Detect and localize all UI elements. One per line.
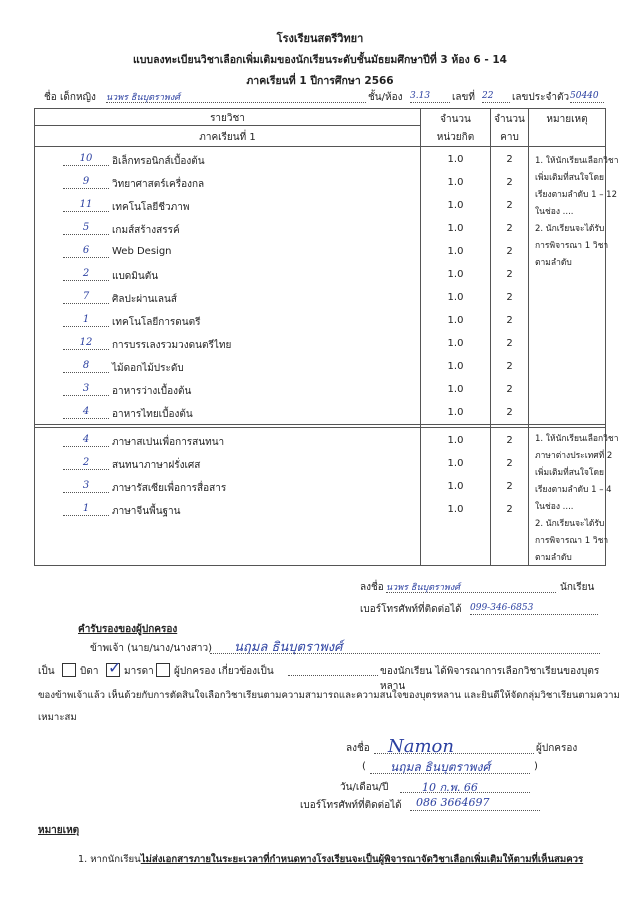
parent-phone-line (300, 796, 600, 812)
parent-name-field[interactable] (210, 636, 600, 654)
course-periods: 2 (506, 384, 513, 395)
table-row (35, 432, 619, 455)
rank-value: 5 (82, 222, 90, 233)
course-name: เทคโนโลยีชีวภาพ (112, 202, 190, 213)
header-credit-line1: จำนวน (440, 114, 471, 125)
guardian-checkbox[interactable] (156, 663, 170, 677)
group2-remarks (535, 431, 619, 567)
course-periods: 2 (506, 361, 513, 372)
course-name: อาหารว่างเบื้องต้น (112, 386, 192, 397)
course-name: อิเล็กทรอนิกส์เบื้องต้น (112, 156, 205, 167)
parent-intro: ข้าพเจ้า (นาย/นาง/นางสาว) (90, 643, 212, 654)
student-sign-label: ลงชื่อ (360, 582, 384, 593)
table-row (35, 404, 605, 427)
course-name: ภาษาสเปนเพื่อการสนทนา (112, 437, 225, 448)
student-sign-value: นวพร ธินบุตราพงศ์ (386, 583, 460, 593)
date-label: วัน/เดือน/ปี (340, 782, 389, 793)
course-periods: 2 (506, 154, 513, 165)
rank-field[interactable] (63, 199, 109, 212)
class-label: ชั้น/ห้อง (368, 92, 403, 103)
rank-field[interactable] (63, 360, 109, 373)
course-name: ศิลปะผ่านเลนส์ (112, 294, 177, 305)
parent-signature: Namon (388, 736, 454, 757)
parent-phone-label: เบอร์โทรศัพท์ที่ติดต่อได้ (300, 800, 402, 811)
course-credit: 1.0 (447, 435, 464, 446)
form-title: แบบลงทะเบียนวิชาเลือกเพิ่มเติมของนักเรียนระดับชั้นมัธยมศึกษาปีที่ 3 ห้อง 6 - 14 (133, 54, 507, 66)
table-row (35, 266, 605, 289)
rank-field[interactable] (63, 434, 109, 447)
rank-value: 3 (82, 480, 90, 491)
class-field[interactable] (410, 90, 450, 103)
course-credit: 1.0 (447, 269, 464, 280)
table-row (35, 220, 605, 243)
rank-field[interactable] (63, 222, 109, 235)
number-label: เลขที่ (452, 92, 475, 103)
course-credit: 1.0 (447, 504, 464, 515)
parent-phone-field[interactable] (410, 796, 540, 811)
course-periods: 2 (506, 246, 513, 257)
remark-line: ตามลำดับ (535, 258, 572, 268)
course-credit: 1.0 (447, 384, 464, 395)
course-name: เทคโนโลยีการดนตรี (112, 317, 201, 328)
course-name: ไม้ดอกไม้ประดับ (112, 363, 184, 374)
parent-printed-name-value: นฤมล ธินบุตราพงศ์ (390, 760, 491, 774)
course-credit: 1.0 (447, 481, 464, 492)
parent-signature-line (346, 736, 616, 756)
course-credit: 1.0 (447, 200, 464, 211)
remark-line: 1. ให้นักเรียนเลือกวิชา (535, 434, 619, 444)
relationship-line (38, 658, 618, 692)
course-credit: 1.0 (447, 338, 464, 349)
rank-field[interactable] (63, 176, 109, 189)
rank-value: 2 (82, 268, 90, 279)
course-name: อาหารไทยเบื้องต้น (112, 409, 193, 420)
course-periods: 2 (506, 315, 513, 326)
rank-field[interactable] (63, 268, 109, 281)
course-periods: 2 (506, 269, 513, 280)
rank-value: 4 (82, 434, 90, 445)
course-periods: 2 (506, 481, 513, 492)
rank-value: 10 (79, 153, 93, 164)
course-credit: 1.0 (447, 177, 464, 188)
course-credit: 1.0 (447, 407, 464, 418)
course-credit: 1.0 (447, 315, 464, 326)
student-id-value: 50440 (570, 91, 599, 101)
consent-paragraph: ของข้าพเจ้าแล้ว เห็นด้วยกับการตัดสินใจเลือกวิชาเรียนตามความสามารถและความสนใจของบุตรหลาน และยินดีให้จัดกลุ่มวิชาเรียนตามความ (38, 690, 620, 701)
remark-line: การพิจารณา 1 วิชา (535, 536, 609, 546)
course-name: แบดมินตัน (112, 271, 159, 282)
notes-title: หมายเหตุ (38, 825, 80, 836)
remark-line: 2. นักเรียนจะได้รับ (535, 519, 605, 529)
remark-line: 2. นักเรียนจะได้รับ (535, 224, 605, 234)
rank-value: 1 (82, 314, 90, 325)
rank-value: 8 (82, 360, 90, 371)
course-name: Web Design (112, 246, 172, 257)
course-credit: 1.0 (447, 246, 464, 257)
header-periods-line1: จำนวน (494, 114, 525, 125)
course-periods: 2 (506, 407, 513, 418)
course-periods: 2 (506, 504, 513, 515)
mother-checkbox[interactable] (106, 658, 122, 677)
header-periods-line2: คาบ (500, 132, 519, 143)
father-label: บิดา (80, 666, 99, 677)
parent-printed-name: ( นฤมล ธินบุตราพงศ์ ) (362, 760, 538, 774)
course-name: ภาษาจีนพื้นฐาน (112, 506, 181, 517)
note-item-1-prefix: 1. หากนักเรียน (78, 854, 141, 865)
rank-value: 11 (79, 199, 93, 210)
header-credit-line2: หน่วยกิต (436, 132, 475, 143)
term-title: ภาคเรียนที่ 1 ปีการศึกษา 2566 (246, 75, 394, 87)
course-periods: 2 (506, 223, 513, 234)
remark-line: การพิจารณา 1 วิชา (535, 241, 609, 251)
course-periods: 2 (506, 458, 513, 469)
of-student-text: ของนักเรียน ได้พิจารณาการเลือกวิชาเรียนของบุตรหลาน (380, 666, 600, 692)
course-credit: 1.0 (447, 361, 464, 372)
rank-value: 1 (82, 503, 90, 514)
table-row (35, 501, 605, 524)
course-periods: 2 (506, 292, 513, 303)
table-row (35, 289, 605, 312)
table-row (35, 197, 605, 220)
course-credit: 1.0 (447, 154, 464, 165)
course-credit: 1.0 (447, 223, 464, 234)
father-checkbox[interactable] (62, 663, 76, 677)
note-item-1-bold: ไม่ส่งเอกสารภายในระยะเวลาที่กำหนดทางโรงเรียนจะเป็นผู้พิจารณาจัดวิชาเลือกเพิ่มเติมให้ตามที่เห็นสมควร (140, 854, 584, 865)
guardian-label: ผู้ปกครอง เกี่ยวข้องเป็น (174, 666, 274, 677)
course-periods: 2 (506, 435, 513, 446)
parent-sign-field[interactable] (374, 736, 534, 757)
parent-section-title: คำรับรองของผู้ปกครอง (78, 624, 178, 635)
number-field[interactable] (482, 90, 510, 103)
rank-field[interactable] (63, 457, 109, 470)
rank-field[interactable] (63, 245, 109, 258)
rank-value: 4 (82, 406, 90, 417)
remark-line: 1. ให้นักเรียนเลือกวิชา (535, 156, 619, 166)
course-credit: 1.0 (447, 458, 464, 469)
table-row (35, 478, 612, 501)
rank-field[interactable] (63, 383, 109, 396)
consent-paragraph-end: เหมาะสม (38, 712, 77, 723)
as-label: เป็น (38, 666, 55, 677)
student-name-value: นวพร ธินบุตราพงศ์ (106, 93, 180, 103)
remark-line: ในช่อง .... (535, 207, 574, 217)
rank-field[interactable] (63, 337, 109, 350)
table-row (35, 312, 605, 335)
student-sign-field[interactable] (386, 580, 556, 593)
table-row (35, 335, 605, 358)
course-name: สนทนาภาษาฝรั่งเศส (112, 460, 201, 471)
remark-line: เพิ่มเติมที่สนใจโดย (535, 173, 604, 183)
parent-sign-label: ลงชื่อ (346, 743, 370, 754)
course-name: เกมส์สร้างสรรค์ (112, 225, 180, 236)
table-row (35, 243, 605, 266)
student-role: นักเรียน (560, 582, 595, 593)
rank-value: 12 (79, 337, 93, 348)
parent-name-value: นฤมล ธินบุตราพงศ์ (234, 640, 343, 655)
course-name: การบรรเลงรวมวงดนตรีไทย (112, 340, 232, 351)
rank-value: 9 (82, 176, 90, 187)
student-id-field[interactable] (570, 90, 604, 103)
rank-value: 2 (82, 457, 90, 468)
student-name-field[interactable] (106, 90, 366, 103)
check-mark-icon: ✓ (108, 658, 122, 677)
rank-field[interactable] (63, 291, 109, 304)
group1-remarks (535, 153, 619, 272)
table-row (35, 455, 605, 478)
table-row (35, 174, 605, 197)
header-term: ภาคเรียนที่ 1 (199, 132, 256, 143)
student-signature-line (360, 580, 610, 594)
rank-field[interactable] (63, 503, 109, 516)
school-name: โรงเรียนสตรีวิทยา (276, 32, 364, 45)
course-name: วิทยาศาสตร์เครื่องกล (112, 179, 205, 190)
course-credit: 1.0 (447, 292, 464, 303)
class-value: 3.13 (410, 91, 431, 101)
rank-field[interactable] (63, 406, 109, 419)
student-phone-label: เบอร์โทรศัพท์ที่ติดต่อได้ (360, 604, 462, 615)
header-subject: รายวิชา (210, 113, 245, 124)
header-remarks: หมายเหตุ (546, 114, 588, 125)
remark-line: ภาษาต่างประเทศที่ 2 (535, 451, 613, 461)
rank-field[interactable] (63, 314, 109, 327)
date-value: 10 ก.พ. 66 (422, 781, 478, 794)
date-line (340, 778, 580, 794)
course-name: ภาษารัสเซียเพื่อการสื่อสาร (112, 483, 227, 494)
date-field[interactable] (400, 778, 530, 793)
table-row (35, 381, 605, 404)
rank-value: 3 (82, 383, 90, 394)
student-phone-field[interactable] (470, 602, 598, 615)
remark-line: เพิ่มเติมที่สนใจโดย (535, 468, 604, 478)
rank-value: 7 (82, 291, 90, 302)
rank-field[interactable] (63, 480, 109, 493)
parent-printed-name-field[interactable] (370, 758, 530, 774)
student-info-line (44, 90, 604, 106)
parent-phone-value: 086 3664697 (416, 796, 490, 809)
rank-field[interactable] (63, 153, 109, 166)
remark-line: ตามลำดับ (535, 553, 572, 563)
remark-line: เรียงตามลำดับ 1 – 4 (535, 485, 612, 495)
note-item-1 (78, 852, 583, 867)
remark-line: เรียงตามลำดับ 1 – 12 (535, 190, 617, 200)
student-phone-line (360, 602, 610, 616)
student-phone-value: 099-346-6853 (470, 603, 534, 613)
number-value: 22 (482, 91, 494, 101)
guardian-relation-field[interactable] (288, 663, 378, 676)
course-periods: 2 (506, 200, 513, 211)
student-name-label: ชื่อ เด็กหญิง (44, 92, 96, 103)
course-table (34, 108, 619, 566)
parent-role: ผู้ปกครอง (536, 743, 578, 754)
course-periods: 2 (506, 338, 513, 349)
table-row (35, 151, 619, 174)
table-row (35, 358, 605, 381)
rank-value: 6 (82, 245, 90, 256)
course-periods: 2 (506, 177, 513, 188)
remark-line: ในช่อง .... (535, 502, 574, 512)
mother-label: มารดา (124, 666, 154, 677)
student-id-label: เลขประจำตัว (512, 92, 570, 103)
